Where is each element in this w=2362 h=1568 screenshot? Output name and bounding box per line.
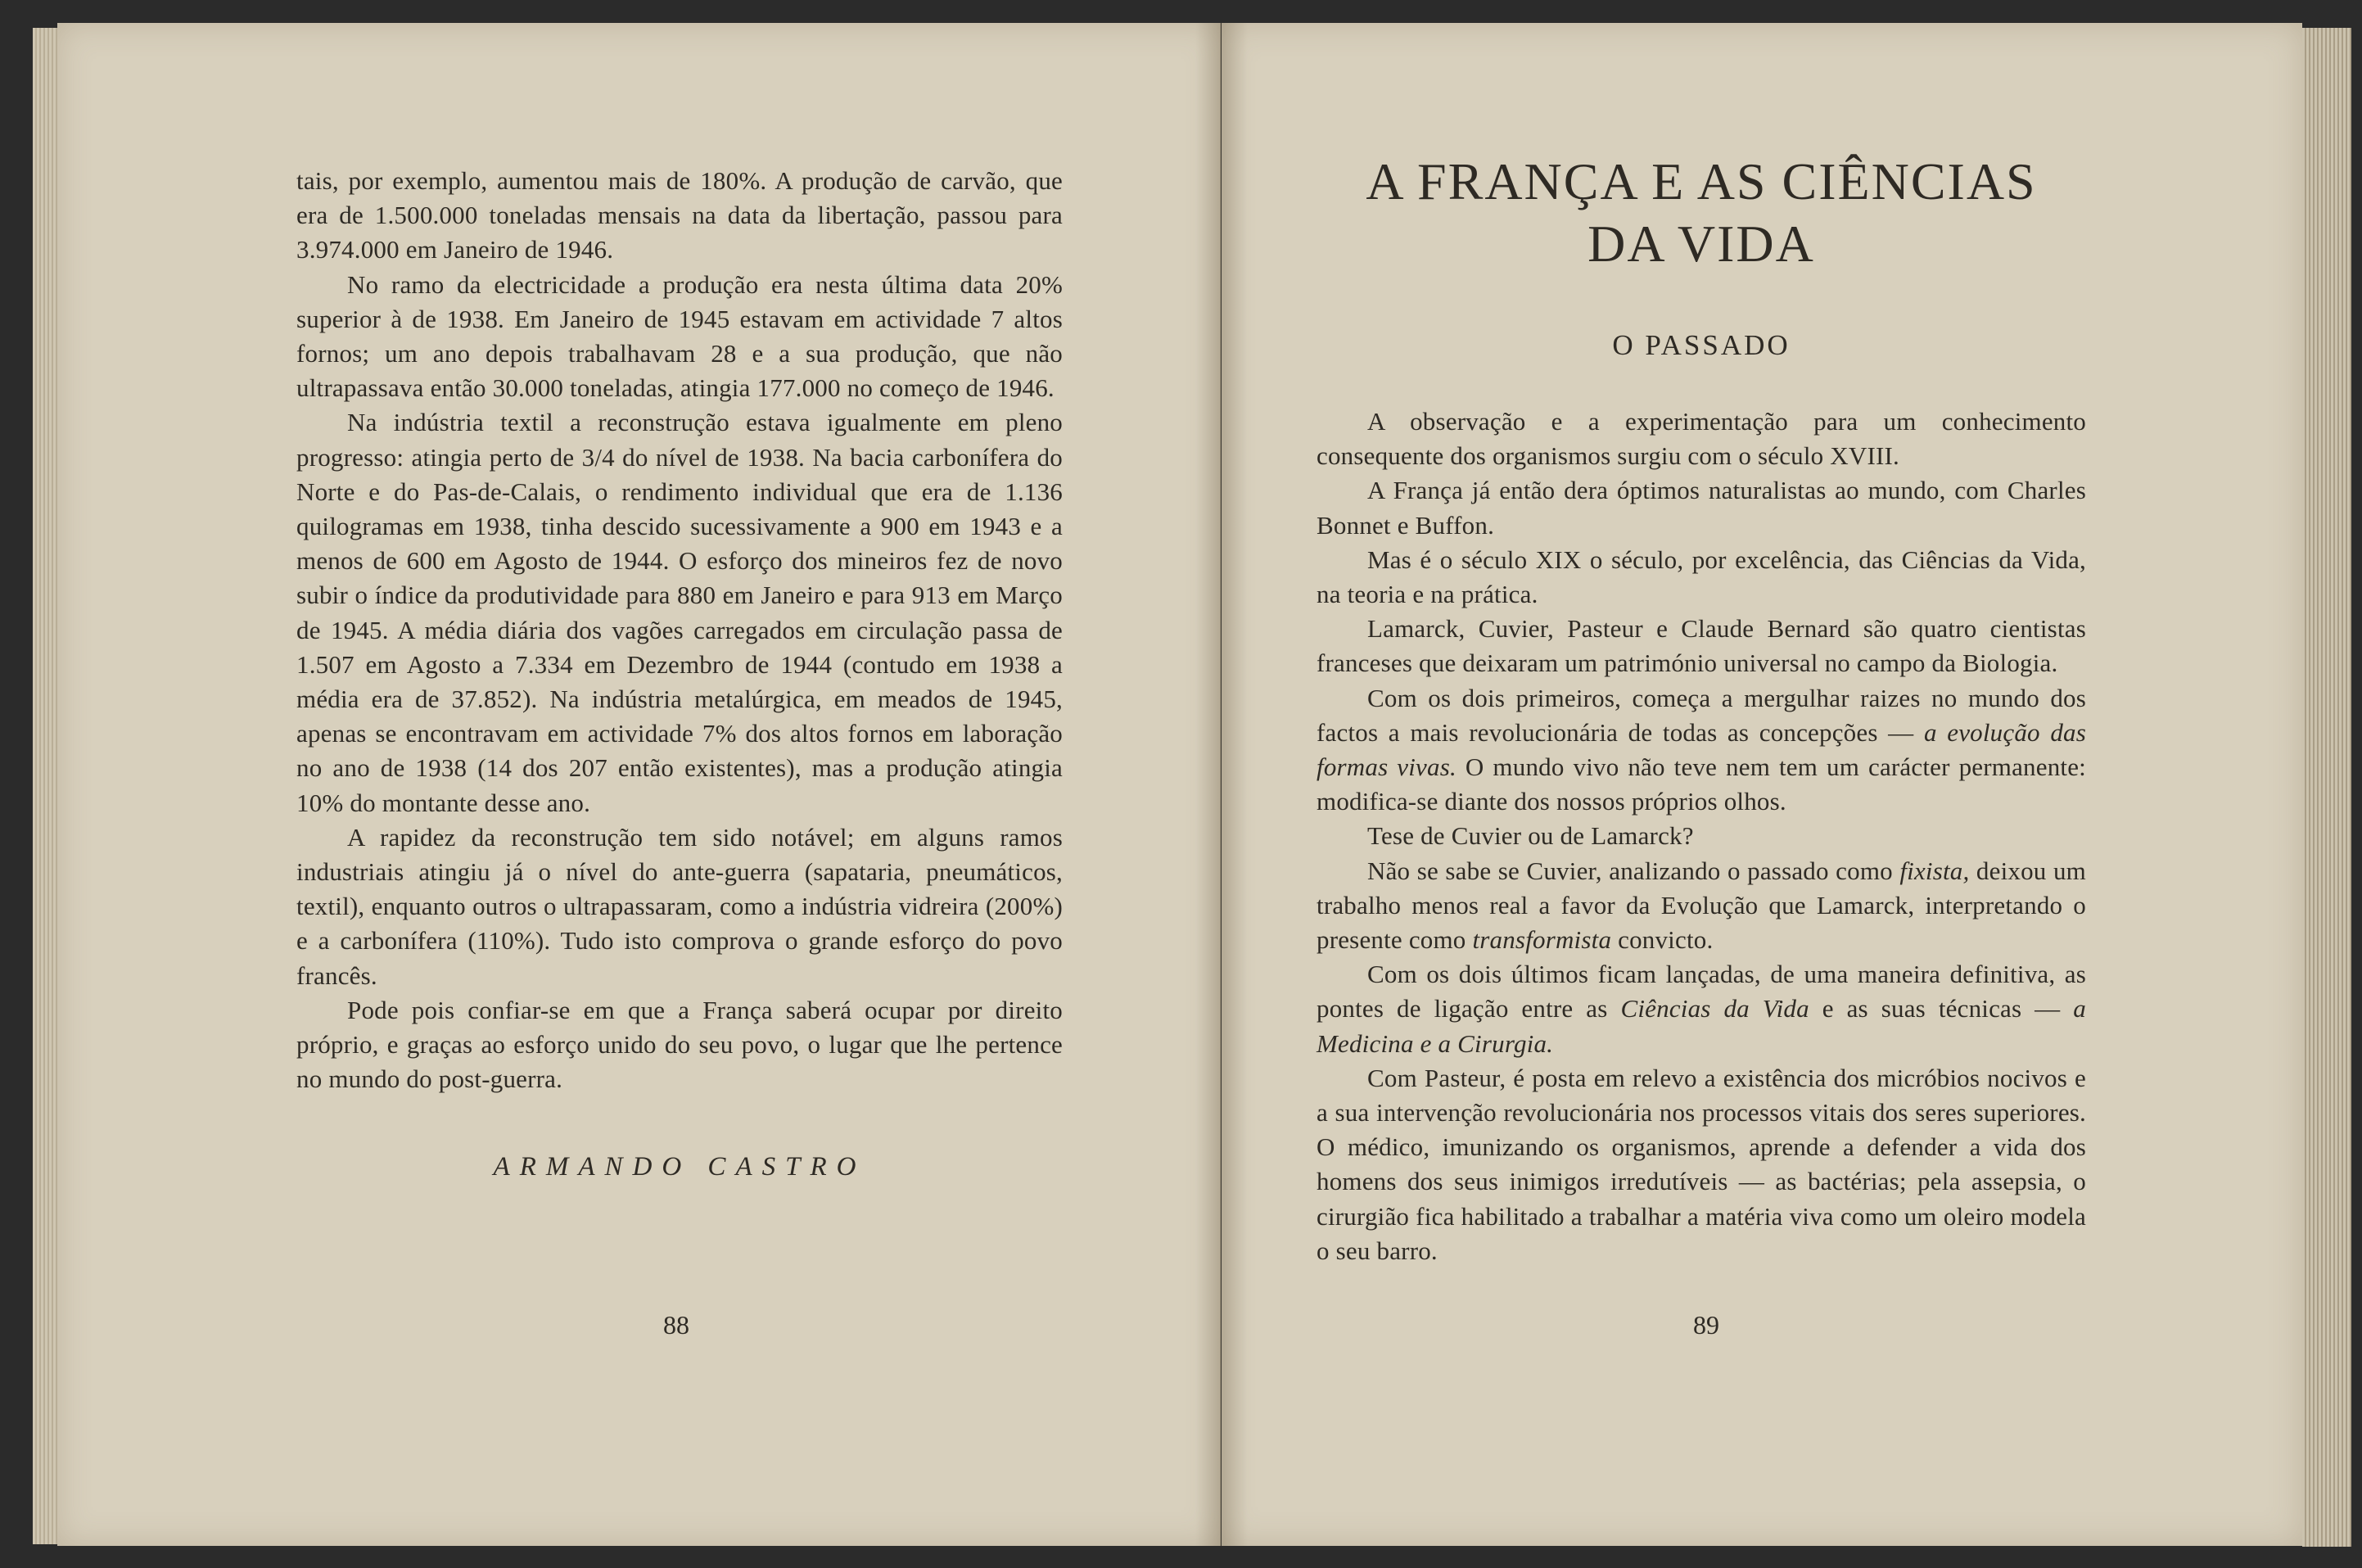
paragraph: Lamarck, Cuvier, Pasteur e Claude Bernard são quatro cientistas franceses que deixaram um património universal no campo da Biologia. (1316, 614, 2086, 678)
paragraph (1316, 681, 2086, 820)
paragraph (1316, 957, 2086, 1061)
emphasis-text: transformista (1472, 925, 1612, 955)
text-run: e as suas técnicas — (1809, 994, 2074, 1023)
text-run: Não se sabe se Cuvier, analizando o passado como (1367, 856, 1900, 885)
paragraph: tais, por exemplo, aumentou mais de 180%. A produção de carvão, que era de 1.500.000 toneladas mensais na data da libertação, passou para 3.974.000 em Janeiro de 1946. (296, 166, 1063, 264)
text-run: deixou um trabalho menos real a favor da Evolução que Lamarck, interpretando o presente como (1316, 856, 2086, 955)
paragraph: Mas é o século XIX o século, por excelência, das Ciências da Vida, na teoria e na prática. (1316, 545, 2086, 609)
paragraph: Com Pasteur, é posta em relevo a existência dos micróbios nocivos e a sua intervenção revolucionária nos processos vitais dos seres superiores. O médico, imunizando os organismos, aprende a defender a vida dos homens dos seus inimigos irredutíveis — as bactérias; pela assepsia, o cirurgião fica habilitado a trabalhar a matéria viva como um oleiro modela o seu barro. (1316, 1063, 2086, 1265)
page-number-left: 88 (663, 1310, 689, 1340)
title-line-1: A FRANÇA E AS CIÊNCIAS (1366, 152, 2037, 210)
section-heading: O PASSADO (1612, 329, 1791, 361)
paragraph (1316, 854, 2086, 958)
paragraph: Na indústria textil a reconstrução estava igualmente em pleno progresso: atingia perto de 3/4 do nível de 1938. Na bacia carbonífera do Norte e do Pas-de-Calais, o rendimento individual que era de 1.136 quilogramas em 1938, tinha descido sucessivamente a 900 em 1943 e a menos de 600 em Agosto de 1944. O esforço dos mineiros fez de novo subir o índice da produtividade para 880 em Janeiro e para 913 em Março de 1945. A média diária dos vagões carregados em circulação passa de 1.507 em Agosto a 7.334 em Dezembro de 1944 (contudo em 1938 a média era de 37.852). Na indústria metalúrgica, em meados de 1945, apenas se encontravam em actividade 7% dos altos fornos em laboração no ano de 1938 (14 dos 207 então existentes), mas a produção atingia 10% do montante desse ano. (296, 408, 1063, 817)
paragraph: A rapidez da reconstrução tem sido notável; em alguns ramos industriais atingiu já o nível do ante-guerra (sapataria, pneumáticos, textil), enquanto outros o ultrapassaram, como a indústria vidreira (200%) e a carbonífera (110%). Tudo isto comprova o grande esforço do povo francês. (296, 822, 1063, 990)
paragraph: A França já então dera óptimos naturalistas ao mundo, com Charles Bonnet e Buffon. (1316, 476, 2086, 540)
right-page-text (1316, 151, 2086, 1268)
text-run: O mundo vivo não teve nem tem um carácter permanente: modifica-se diante dos nossos próprios olhos. (1316, 752, 2086, 816)
page-number-right: 89 (1693, 1310, 1719, 1340)
author-signature: ARMANDO CASTRO (493, 1152, 866, 1182)
right-page-edges (2302, 28, 2351, 1547)
title-line-2: DA VIDA (1587, 215, 1815, 273)
emphasis-text: fixista, (1899, 856, 1970, 885)
emphasis-text: a evolução das formas vivas. (1316, 717, 2086, 782)
paragraph: No ramo da electricidade a produção era nesta última data 20% superior à de 1938. Em Janeiro de 1945 estavam em actividade 7 altos fornos; um ano depois trabalhavam 28 e a sua produção, que não ultrapassava então 30.000 toneladas, atingia 177.000 no começo de 1946. (296, 269, 1063, 403)
text-run: Com os dois primeiros, começa a mergulhar raizes no mundo dos factos a mais revolucionária de todas as concepções — (1316, 683, 2086, 747)
left-page-text (296, 164, 1063, 1182)
emphasis-text: a Medicina e a Cirurgia. (1316, 994, 2086, 1058)
text-run: Com os dois últimos ficam lançadas, de uma maneira definitiva, as pontes de ligação entre as (1316, 960, 2086, 1023)
article-title (1316, 151, 2086, 275)
paragraph: A observação e a experimentação para um conhecimento consequente dos organismos surgiu com o século XVIII. (1316, 407, 2086, 471)
text-run: convicto. (1611, 925, 1714, 955)
paragraph: Tese de Cuvier ou de Lamarck? (1367, 821, 1694, 851)
paragraph: Pode pois confiar-se em que a França saberá ocupar por direito próprio, e graças ao esforço unido do seu povo, o lugar que lhe pertence no mundo do post-guerra. (296, 995, 1063, 1094)
book-gutter (1195, 23, 1248, 1546)
emphasis-text: Ciências da Vida (1620, 994, 1809, 1023)
